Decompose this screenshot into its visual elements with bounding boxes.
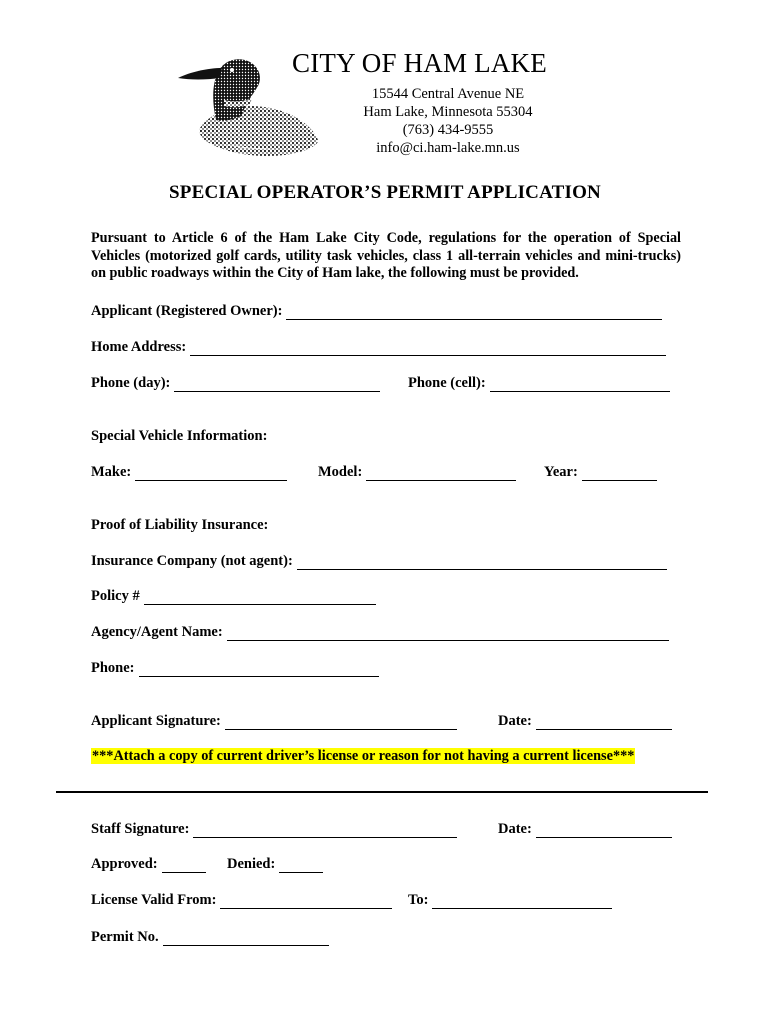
phone-cell-row (408, 372, 670, 392)
insurance-section-label: Proof of Liability Insurance: (91, 517, 269, 533)
applicant-owner-row (91, 300, 662, 320)
applicant-date-field[interactable] (536, 715, 672, 730)
applicant-date-row (498, 710, 672, 730)
insurance-phone-label: Phone: (91, 660, 135, 676)
home-address-row (91, 336, 666, 356)
phone-cell-label: Phone (cell): (408, 375, 486, 391)
insurance-company-label: Insurance Company (not agent): (91, 553, 293, 569)
model-field[interactable] (366, 466, 516, 481)
applicant-signature-row (91, 710, 457, 730)
home-address-field[interactable] (190, 341, 666, 356)
make-row (91, 461, 287, 481)
denied-field[interactable] (279, 858, 323, 873)
license-notice-wrapper (91, 747, 635, 765)
vehicle-section-label: Special Vehicle Information: (91, 428, 268, 444)
applicant-date-label: Date: (498, 713, 532, 729)
model-row (318, 461, 516, 481)
phone-day-row (91, 372, 380, 392)
address-line-2: Ham Lake, Minnesota 55304 (363, 104, 533, 120)
phone-cell-field[interactable] (490, 377, 670, 392)
applicant-owner-label: Applicant (Registered Owner): (91, 303, 283, 319)
permit-number-row (91, 926, 329, 946)
staff-date-field[interactable] (536, 823, 672, 838)
home-address-label: Home Address: (91, 339, 187, 355)
insurance-company-row (91, 550, 667, 570)
year-field[interactable] (582, 466, 657, 481)
applicant-signature-field[interactable] (225, 715, 457, 730)
city-phone: (763) 434-9555 (402, 122, 494, 138)
staff-date-row (498, 818, 672, 838)
staff-signature-label: Staff Signature: (91, 821, 190, 837)
form-title: SPECIAL OPERATOR’S PERMIT APPLICATION (169, 182, 601, 203)
policy-label: Policy # (91, 588, 140, 604)
staff-signature-row (91, 818, 457, 838)
approved-field[interactable] (162, 858, 206, 873)
policy-field[interactable] (144, 590, 376, 605)
model-label: Model: (318, 464, 363, 480)
policy-row (91, 585, 376, 605)
insurance-phone-row (91, 657, 379, 677)
phone-day-field[interactable] (174, 377, 380, 392)
applicant-owner-field[interactable] (286, 305, 662, 320)
permit-number-label: Permit No. (91, 929, 159, 945)
agent-field[interactable] (227, 626, 669, 641)
license-notice: ***Attach a copy of current driver’s license or reason for not having a current license*** (92, 748, 635, 764)
permit-number-field[interactable] (163, 931, 329, 946)
agent-row (91, 621, 669, 641)
valid-from-label: License Valid From: (91, 892, 217, 908)
valid-to-row (408, 889, 612, 909)
city-name: CITY OF HAM LAKE (292, 48, 547, 78)
intro-paragraph: Pursuant to Article 6 of the Ham Lake City Code, regulations for the operation of Special Vehicles (motorized golf cards, utility task vehicles, class 1 all-terrain vehicles and mini-trucks) on public roadways within the City of Ham lake, the following must be provided. (91, 230, 681, 281)
make-label: Make: (91, 464, 132, 480)
applicant-signature-label: Applicant Signature: (91, 713, 221, 729)
year-label: Year: (544, 464, 578, 480)
valid-from-row (91, 889, 392, 909)
address-line-1: 15544 Central Avenue NE (371, 86, 525, 102)
denied-label: Denied: (227, 856, 276, 872)
make-field[interactable] (135, 466, 287, 481)
denied-row (227, 853, 323, 873)
insurance-company-field[interactable] (297, 555, 667, 570)
year-row (544, 461, 657, 481)
valid-from-field[interactable] (220, 894, 392, 909)
approved-label: Approved: (91, 856, 158, 872)
agent-label: Agency/Agent Name: (91, 624, 223, 640)
valid-to-label: To: (408, 892, 429, 908)
valid-to-field[interactable] (432, 894, 612, 909)
approved-row (91, 853, 206, 873)
section-divider (56, 791, 708, 793)
city-email[interactable]: info@ci.ham-lake.mn.us (376, 140, 520, 156)
insurance-phone-field[interactable] (139, 662, 379, 677)
staff-date-label: Date: (498, 821, 532, 837)
phone-day-label: Phone (day): (91, 375, 171, 391)
staff-signature-field[interactable] (193, 823, 457, 838)
